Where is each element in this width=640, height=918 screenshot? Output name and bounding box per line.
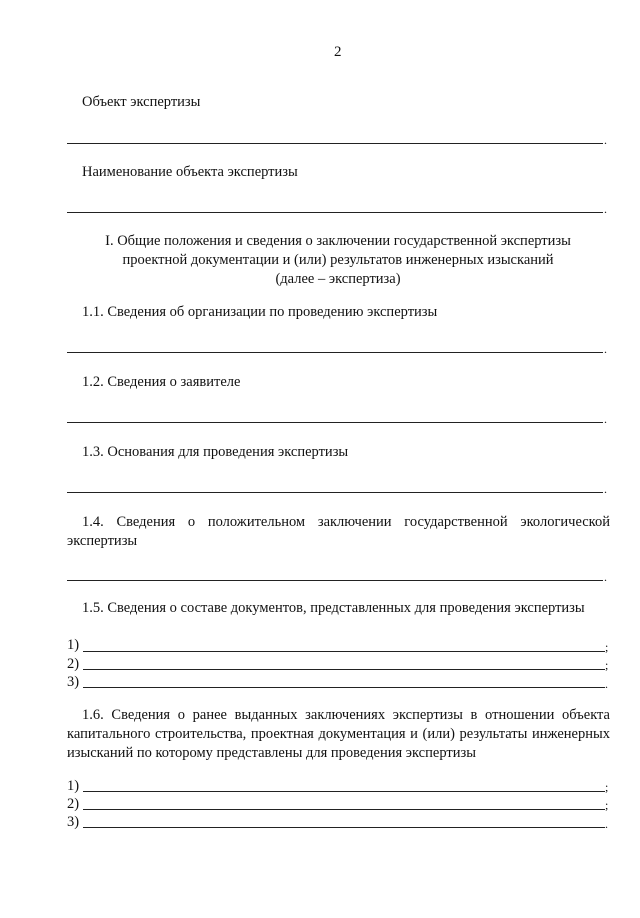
doc-list-3-number: 3) (67, 674, 80, 690)
item-1-2-label: 1.2. Сведения о заявителе (82, 374, 241, 390)
doc-list-1-fill-line (83, 651, 605, 652)
object-fill-line (67, 143, 603, 144)
section-title (60, 232, 616, 289)
doc-list-2-fill-line (83, 669, 605, 670)
prev-list-3-fill-line (83, 827, 605, 828)
prev-list-1-number: 1) (67, 778, 80, 794)
item-1-3-label: 1.3. Основания для проведения экспертизы (82, 444, 349, 460)
item-1-4-fill-line (67, 580, 603, 581)
doc-list-3-fill-line (83, 687, 605, 688)
item-1-6-label: 1.6. Сведения о ранее выданных заключениях экспертизы в отношении объекта капитального строительства, проектная документация и (или) результаты инженерных изысканий по которому представлены для проведения экспертизы (67, 707, 610, 761)
section-title-line-3: (далее – экспертиза) (275, 271, 401, 287)
section-title-line-1: I. Общие положения и сведения о заключении государственной экспертизы (105, 233, 571, 249)
item-1-1-line-end: . (604, 342, 607, 356)
prev-list-3-number: 3) (67, 814, 80, 830)
item-1-4-label: 1.4. Сведения о положительном заключении государственной экологической экспертизы (67, 514, 610, 549)
doc-list-1-number: 1) (67, 637, 80, 653)
item-1-1-label: 1.1. Сведения об организации по проведению экспертизы (82, 304, 438, 320)
object-name-line-end: . (604, 202, 607, 216)
page-number: 2 (334, 44, 342, 60)
prev-list-1-fill-line (83, 791, 605, 792)
section-title-line-2: проектной документации и (или) результатов инженерных изысканий (122, 252, 554, 268)
prev-list-3-end: . (605, 817, 608, 831)
doc-list-1-end: ; (605, 640, 609, 654)
item-1-5-label: 1.5. Сведения о составе документов, представленных для проведения экспертизы (82, 600, 585, 616)
object-name-fill-line (67, 212, 603, 213)
doc-list-2-end: ; (605, 658, 609, 672)
item-1-2-fill-line (67, 422, 603, 423)
object-line-end: . (604, 133, 607, 147)
object-label: Объект экспертизы (82, 94, 201, 110)
item-1-2-line-end: . (604, 412, 607, 426)
doc-list-2-number: 2) (67, 656, 80, 672)
item-1-3-fill-line (67, 492, 603, 493)
doc-list-3-end: . (605, 677, 608, 691)
prev-list-2-end: ; (605, 798, 609, 812)
prev-list-1-end: ; (605, 780, 609, 794)
object-name-label: Наименование объекта экспертизы (82, 164, 298, 180)
prev-list-2-number: 2) (67, 796, 80, 812)
item-1-3-line-end: . (604, 482, 607, 496)
item-1-1-fill-line (67, 352, 603, 353)
prev-list-2-fill-line (83, 809, 605, 810)
item-1-4-line-end: . (604, 570, 607, 584)
